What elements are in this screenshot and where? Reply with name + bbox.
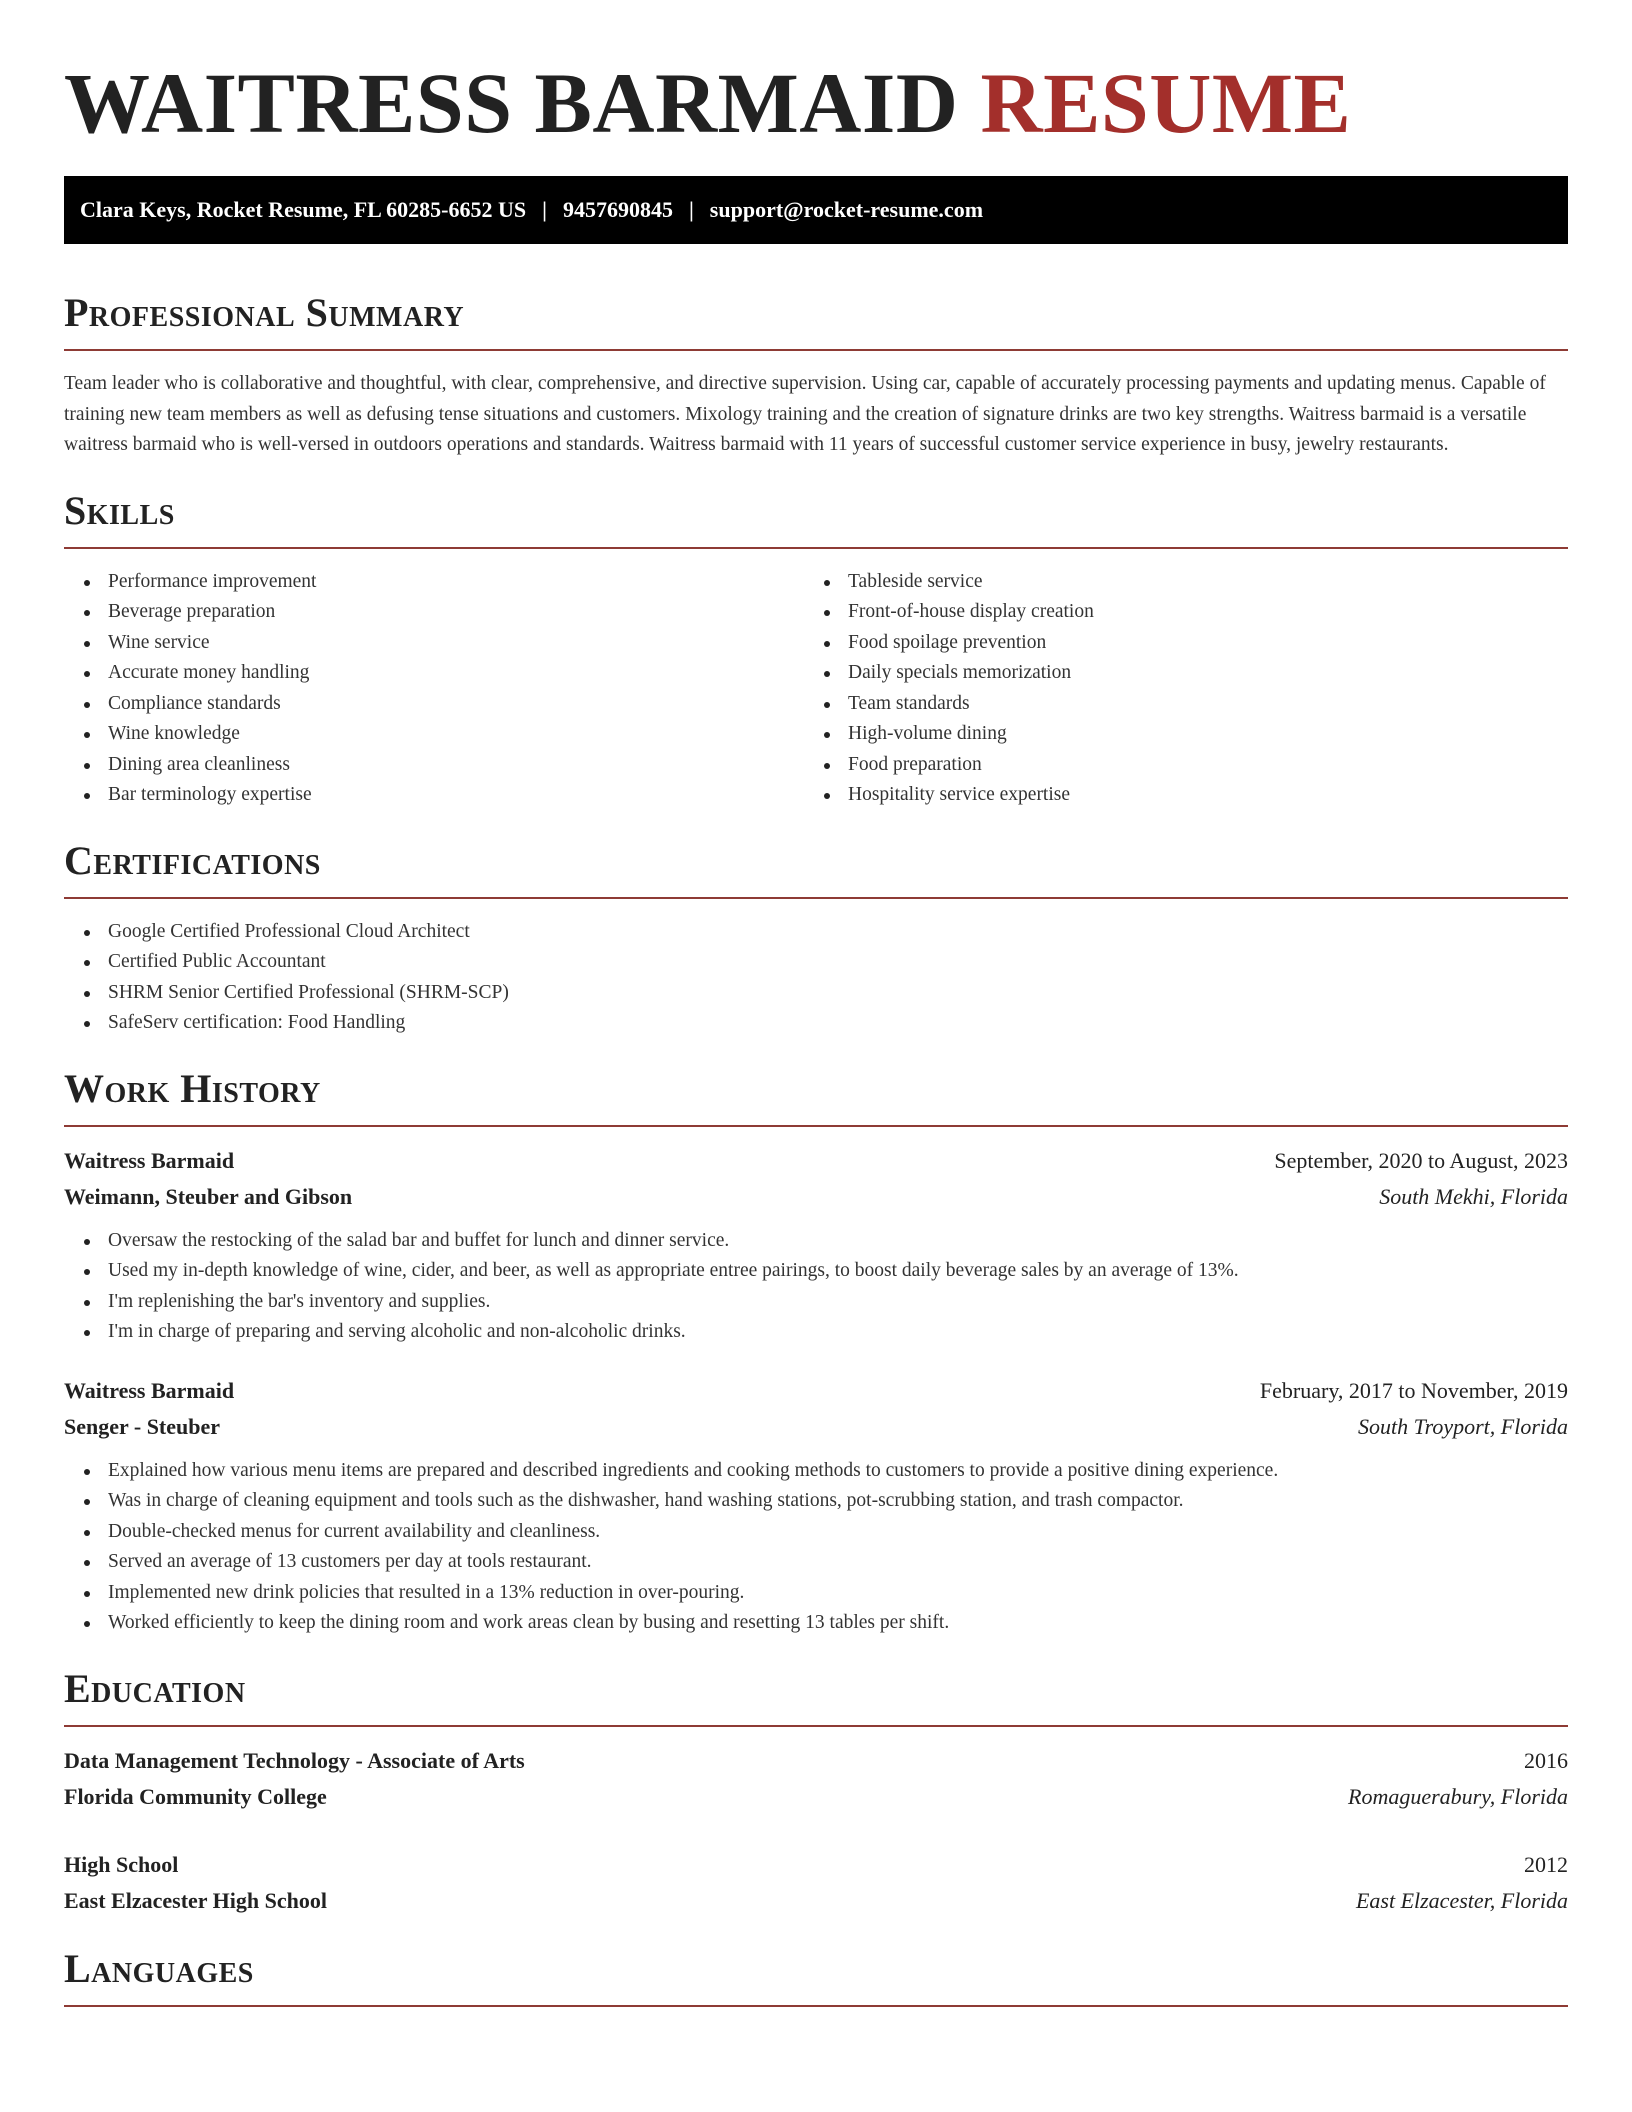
education-school: East Elzacester High School	[64, 1887, 327, 1913]
job-company: Weimann, Steuber and Gibson	[64, 1183, 353, 1209]
education-subheader	[64, 1779, 1568, 1815]
job-bullet: Explained how various menu items are prepared and described ingredients and cooking methods to customers to provide a positive dining experience.	[64, 1456, 1568, 1487]
education-subheader	[64, 1883, 1568, 1919]
section-divider	[64, 1125, 1568, 1127]
skill-item: Dining area cleanliness	[64, 750, 804, 781]
languages-section	[64, 1945, 1568, 2007]
skills-section	[64, 487, 1568, 811]
certifications-list	[64, 917, 1568, 1039]
education-degree: High School	[64, 1851, 179, 1877]
job-header	[64, 1143, 1568, 1179]
skills-grid	[64, 567, 1568, 811]
skill-item: Bar terminology expertise	[64, 780, 804, 811]
section-heading-certifications: Certifications	[64, 837, 321, 883]
education-entry	[64, 1847, 1568, 1919]
summary-section	[64, 289, 1568, 461]
skills-list-right	[804, 567, 1544, 811]
job-bullet: I'm in charge of preparing and serving alcoholic and non-alcoholic drinks.	[64, 1317, 1568, 1348]
skill-item: Team standards	[804, 689, 1544, 720]
job-bullet: Used my in-depth knowledge of wine, cider, and beer, as well as appropriate entree pairings, to boost daily beverage sales by an average of 13%.	[64, 1256, 1568, 1287]
section-divider	[64, 1725, 1568, 1727]
job-bullets	[64, 1226, 1568, 1348]
skill-item: Wine service	[64, 628, 804, 659]
certification-item: Google Certified Professional Cloud Architect	[64, 917, 1568, 948]
contact-email: support@rocket-resume.com	[709, 197, 984, 222]
skill-item: Tableside service	[804, 567, 1544, 598]
resume-title	[64, 0, 1568, 176]
skill-item: Front-of-house display creation	[804, 597, 1544, 628]
skill-item: High-volume dining	[804, 719, 1544, 750]
job-bullets	[64, 1456, 1568, 1639]
job-bullet: Worked efficiently to keep the dining room and work areas clean by busing and resetting 13 tables per shift.	[64, 1608, 1568, 1639]
job-bullet: Implemented new drink policies that resulted in a 13% reduction in over-pouring.	[64, 1578, 1568, 1609]
education-location: East Elzacester, Florida	[1355, 1887, 1568, 1913]
job-subheader	[64, 1179, 1568, 1215]
job-entry	[64, 1373, 1568, 1639]
job-bullet: Double-checked menus for current availability and cleanliness.	[64, 1517, 1568, 1548]
job-title: Waitress Barmaid	[64, 1147, 235, 1173]
education-year: 2012	[1524, 1851, 1568, 1877]
job-company: Senger - Steuber	[64, 1413, 221, 1439]
section-heading-education: Education	[64, 1665, 246, 1711]
contact-bar	[64, 176, 1568, 244]
skills-column-left	[64, 567, 804, 811]
certification-item: Certified Public Accountant	[64, 947, 1568, 978]
contact-separator: |	[542, 197, 547, 222]
section-heading-skills: Skills	[64, 487, 175, 533]
job-bullet: I'm replenishing the bar's inventory and supplies.	[64, 1287, 1568, 1318]
education-entry	[64, 1743, 1568, 1815]
skills-column-right	[804, 567, 1544, 811]
section-divider	[64, 349, 1568, 351]
contact-phone: 9457690845	[562, 197, 673, 222]
job-location: South Troyport, Florida	[1357, 1413, 1568, 1439]
section-divider	[64, 2005, 1568, 2007]
education-section	[64, 1665, 1568, 1919]
contact-separator: |	[688, 197, 694, 222]
skill-item: Hospitality service expertise	[804, 780, 1544, 811]
certifications-section	[64, 837, 1568, 1039]
job-title: Waitress Barmaid	[64, 1377, 235, 1403]
title-main: WAITRESS BARMAID	[64, 55, 959, 151]
certification-item: SafeServ certification: Food Handling	[64, 1008, 1568, 1039]
education-location: Romaguerabury, Florida	[1348, 1783, 1568, 1809]
job-location: South Mekhi, Florida	[1379, 1183, 1568, 1209]
job-subheader	[64, 1409, 1568, 1445]
education-header	[64, 1743, 1568, 1779]
skill-item: Accurate money handling	[64, 658, 804, 689]
skill-item: Food spoilage prevention	[804, 628, 1544, 659]
education-degree: Data Management Technology - Associate of Arts	[64, 1747, 525, 1773]
title-accent: RESUME	[980, 55, 1352, 151]
skill-item: Food preparation	[804, 750, 1544, 781]
skill-item: Daily specials memorization	[804, 658, 1544, 689]
section-heading-languages: Languages	[64, 1945, 254, 1991]
job-bullet: Was in charge of cleaning equipment and tools such as the dishwasher, hand washing stations, pot-scrubbing station, and trash compactor.	[64, 1486, 1568, 1517]
education-school: Florida Community College	[64, 1783, 327, 1809]
summary-text: Team leader who is collaborative and thoughtful, with clear, comprehensive, and directive supervision. Using car, capable of accurately processing payments and updating menus. Capable of training new team members as well as defusing tense situations and customers. Mixology training and the creation of signature drinks are two key strengths. Waitress barmaid is a versatile waitress barmaid who is well-versed in outdoors operations and standards. Waitress barmaid with 11 years of successful customer service experience in busy, jewelry restaurants.	[64, 373, 1546, 455]
job-entry	[64, 1143, 1568, 1348]
job-header	[64, 1373, 1568, 1409]
job-bullet: Served an average of 13 customers per day at tools restaurant.	[64, 1547, 1568, 1578]
education-year: 2016	[1524, 1747, 1568, 1773]
work-history-section	[64, 1065, 1568, 1639]
section-heading-work-history: Work History	[64, 1065, 321, 1111]
section-divider	[64, 897, 1568, 899]
job-bullet: Oversaw the restocking of the salad bar and buffet for lunch and dinner service.	[64, 1226, 1568, 1257]
job-dates: February, 2017 to November, 2019	[1259, 1377, 1568, 1403]
job-dates: September, 2020 to August, 2023	[1274, 1147, 1568, 1173]
certification-item: SHRM Senior Certified Professional (SHRM-SCP)	[64, 978, 1568, 1009]
section-divider	[64, 547, 1568, 549]
section-heading-summary: Professional Summary	[64, 290, 465, 335]
resume-page	[64, 0, 1568, 2007]
skill-item: Beverage preparation	[64, 597, 804, 628]
skill-item: Compliance standards	[64, 689, 804, 720]
education-header	[64, 1847, 1568, 1883]
skill-item: Wine knowledge	[64, 719, 804, 750]
skills-list-left	[64, 567, 804, 811]
skill-item: Performance improvement	[64, 567, 804, 598]
contact-address: Clara Keys, Rocket Resume, FL 60285-6652 US	[80, 197, 527, 222]
